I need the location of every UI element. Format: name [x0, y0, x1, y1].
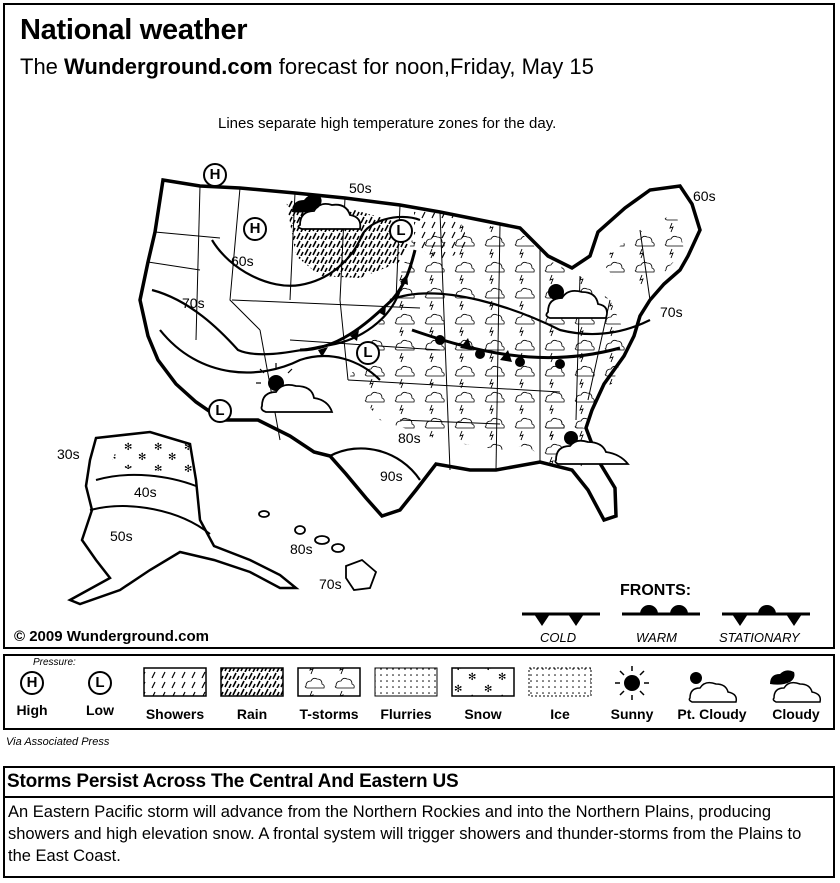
- legend-label-showers: Showers: [145, 706, 205, 722]
- temp-label-80s: 80s: [398, 430, 421, 446]
- high-pressure-marker-nw: H: [203, 163, 227, 187]
- high-pressure-marker-rockies: H: [243, 217, 267, 241]
- legend-high-symbol: H: [26, 674, 38, 691]
- legend-label-tstorms: T-storms: [299, 706, 359, 722]
- subtitle-suffix: forecast for noon,Friday, May 15: [272, 54, 594, 79]
- legend-label-low: Low: [86, 702, 114, 718]
- legend-label-snow: Snow: [464, 706, 502, 722]
- low-pressure-marker-dakotas: L: [389, 219, 413, 243]
- cold-front-symbol: [522, 614, 600, 626]
- page-title: National weather: [20, 14, 248, 46]
- legend-label-rain: Rain: [236, 706, 268, 722]
- temp-label-70s-west: 70s: [182, 295, 205, 311]
- subtitle-brand: Wunderground.com: [64, 54, 273, 79]
- cold-front-label: COLD: [540, 630, 577, 645]
- copyright-text: © 2009 Wunderground.com: [14, 628, 209, 645]
- stationary-front-symbol: [722, 605, 810, 626]
- temp-label-90s: 90s: [380, 468, 403, 484]
- legend-label-cloudy: Cloudy: [772, 706, 820, 722]
- subtitle-prefix: The: [20, 54, 65, 79]
- low-pressure-marker-sw: L: [208, 399, 232, 423]
- warm-front-label: WARM: [636, 630, 677, 645]
- story-body: An Eastern Pacific storm will advance from the Northern Rockies and into the Northern Plains, producing showers and high elevation snow. A frontal system will trigger showers and thunder-storms from the Plains to the East Coast.: [8, 803, 802, 865]
- temp-label-50s-north: 50s: [349, 180, 372, 196]
- alaska-snow-zone: [110, 438, 194, 474]
- story-headline: Storms Persist Across The Central And Eastern US: [7, 771, 459, 792]
- legend-label-pt-cloudy: Pt. Cloudy: [677, 706, 747, 722]
- legend-pressure-label: Pressure:: [33, 657, 76, 668]
- legend-label-ice: Ice: [550, 706, 570, 722]
- temp-label-70s-east: 70s: [660, 304, 683, 320]
- temp-label-60s-northeast: 60s: [693, 188, 716, 204]
- low-pressure-marker-kansas: L: [356, 341, 380, 365]
- credit-text: Via Associated Press: [6, 736, 110, 748]
- warm-front-symbol: [622, 605, 700, 614]
- story-divider: [3, 796, 835, 798]
- temp-label-60s-west: 60s: [231, 253, 254, 269]
- legend-label-flurries: Flurries: [380, 706, 432, 722]
- temp-label-40s-alaska: 40s: [134, 484, 157, 500]
- fronts-title: FRONTS:: [620, 582, 692, 599]
- temp-label-70s-hawaii: 70s: [319, 576, 342, 592]
- temp-label-80s-hawaii: 80s: [290, 541, 313, 557]
- zones-note: Lines separate high temperature zones for the day.: [218, 115, 557, 132]
- temp-label-50s-alaska: 50s: [110, 528, 133, 544]
- temp-label-30s-alaska: 30s: [57, 446, 80, 462]
- legend-label-sunny: Sunny: [610, 706, 654, 722]
- stationary-front-label: STATIONARY: [719, 630, 800, 645]
- legend-label-high: High: [16, 702, 48, 718]
- legend-low-symbol: L: [95, 674, 105, 691]
